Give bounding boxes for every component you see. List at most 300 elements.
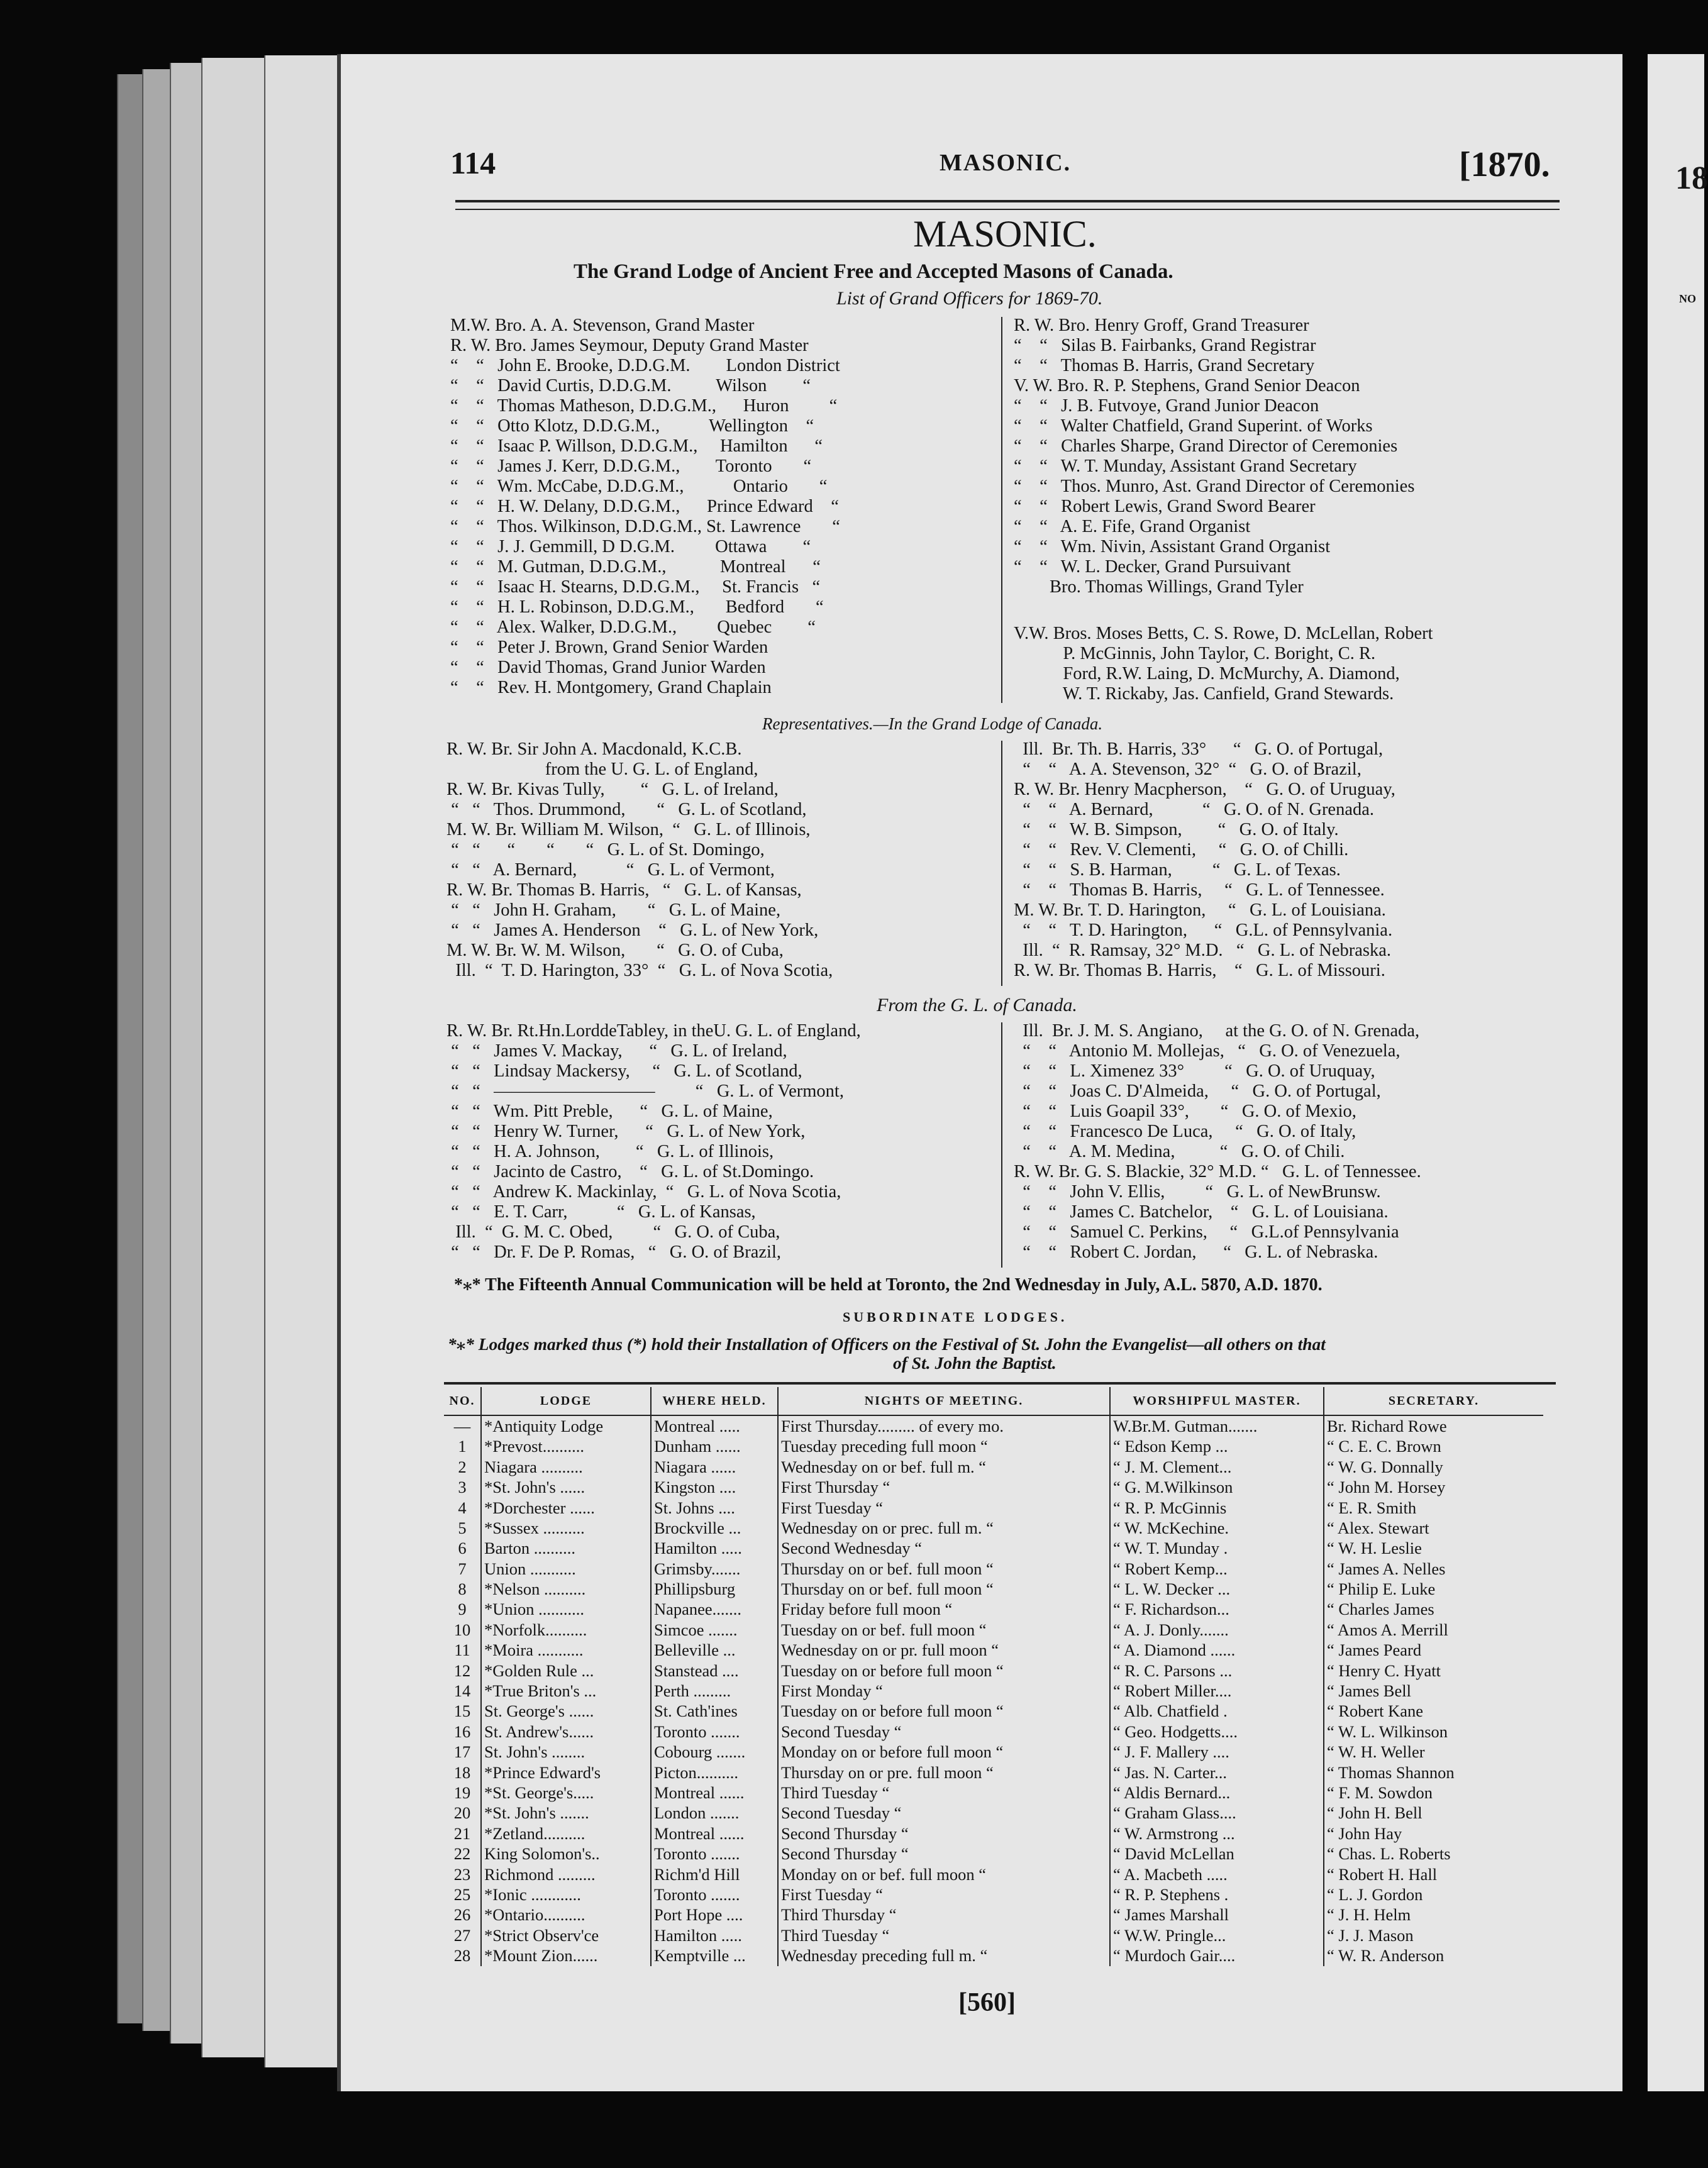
representative-line: Ill. “ G. M. C. Obed, “ G. O. of Cuba, [446,1222,780,1242]
table-row [444,1945,1543,1966]
lodge-meeting-night: Second Wednesday “ [778,1538,1110,1558]
lodge-secretary: “ W. H. Leslie [1324,1538,1543,1558]
grand-lodge-title: The Grand Lodge of Ancient Free and Accepted Masons of Canada. [574,260,1173,283]
table-header-row [444,1387,1543,1415]
lodge-worshipful-master: “ A. Macbeth ..... [1110,1864,1324,1884]
officer-line: “ “ H. L. Robinson, D.D.G.M., Bedford “ [450,597,824,617]
officer-line: “ “ Rev. H. Montgomery, Grand Chaplain [450,678,772,697]
main-title: MASONIC. [913,213,1097,255]
lodge-meeting-night: Wednesday on or prec. full m. “ [778,1518,1110,1538]
officer-line: “ “ M. Gutman, D.D.G.M., Montreal “ [450,557,821,577]
lodge-secretary: “ Henry C. Hyatt [1324,1661,1543,1681]
representative-line: “ “ A. Bernard, “ G. O. of N. Grenada. [1014,800,1375,819]
officer-line: “ “ J. J. Gemmill, D D.G.M. Ottawa “ [450,537,811,556]
lodge-meeting-night: Second Thursday “ [778,1844,1110,1864]
column-header-lodge: LODGE [481,1387,651,1415]
lodge-number: 23 [453,1864,471,1884]
lodge-number: 3 [458,1478,467,1497]
representative-line: “ “ Thomas B. Harris, “ G. L. of Tennessee. [1014,880,1385,900]
lodge-worshipful-master: “ Geo. Hodgetts.... [1110,1722,1324,1742]
lodge-secretary: “ James A. Nelles [1324,1559,1543,1579]
lodge-meeting-night: First Tuesday “ [778,1498,1110,1518]
lodge-name: Niagara .......... [481,1457,651,1477]
lodge-number: 7 [458,1559,467,1578]
representative-line: Ill. Br. Th. B. Harris, 33° “ G. O. of Portugal, [1014,739,1384,759]
officer-line: “ “ W. L. Decker, Grand Pursuivant [1014,557,1291,577]
lodge-meeting-night: Tuesday preceding full moon “ [778,1436,1110,1456]
representative-line: R. W. Br. Henry Macpherson, “ G. O. of Uruguay, [1014,780,1395,799]
table-top-rule [444,1382,1556,1385]
subordinate-lodges-heading: SUBORDINATE LODGES. [843,1309,1068,1325]
lodge-location: Montreal ...... [651,1823,778,1844]
officer-line: “ “ J. B. Futvoye, Grand Junior Deacon [1014,396,1319,416]
representative-line: R. W. Br. Thomas B. Harris, “ G. L. of Kansas, [446,880,802,900]
lodge-worshipful-master: “ R. P. Stephens . [1110,1884,1324,1905]
lodge-meeting-night: Second Tuesday “ [778,1803,1110,1823]
lodge-name: St. George's ...... [481,1701,651,1721]
lodge-number: 16 [453,1722,471,1741]
officer-line: “ “ H. W. Delany, D.D.G.M., Prince Edward “ [450,497,839,516]
subordinate-note-line-1: *⁎* Lodges marked thus (*) hold their Installation of Officers on the Festival of St. John the Evangelist—all others on that [448,1334,1326,1354]
lodge-number: 22 [453,1844,471,1864]
lodge-meeting-night: Monday on or before full moon “ [778,1742,1110,1762]
from-heading: From the G. L. of Canada. [877,995,1077,1015]
officer-line: “ “ Silas B. Fairbanks, Grand Registrar [1014,336,1316,355]
lodge-name: *True Briton's ... [481,1681,651,1701]
lodge-meeting-night: First Thursday......... of every mo. [778,1415,1110,1436]
representative-line: “ “ W. B. Simpson, “ G. O. of Italy. [1014,820,1339,839]
column-header-worshipful-master: WORSHIPFUL MASTER. [1110,1387,1324,1415]
table-row [444,1620,1543,1640]
lodge-number: 21 [453,1823,471,1843]
lodge-worshipful-master: “ L. W. Decker ... [1110,1579,1324,1599]
lodge-name: *Moira ........... [481,1640,651,1660]
lodge-location: Toronto ....... [651,1884,778,1905]
lodge-location: Perth ......... [651,1681,778,1701]
lodge-location: Toronto ....... [651,1844,778,1864]
lodge-number: 20 [453,1803,471,1823]
table-row [444,1498,1543,1518]
representative-line: R. W. Br. Kivas Tully, “ G. L. of Ireland, [446,780,779,799]
lodge-secretary: “ Amos A. Merrill [1324,1620,1543,1640]
lodge-number: 11 [454,1640,470,1660]
reps-from-column-divider [1001,1022,1002,1268]
lodge-worshipful-master: “ R. P. McGinnis [1110,1498,1324,1518]
lodge-number: 28 [453,1946,471,1966]
lodge-name: *Prince Edward's [481,1762,651,1783]
representative-line: “ “ S. B. Harman, “ G. L. of Texas. [1014,860,1341,880]
lodge-worshipful-master: “ W.W. Pringle... [1110,1925,1324,1945]
lodge-location: Napanee....... [651,1600,778,1620]
lodge-name: *Antiquity Lodge [481,1415,651,1436]
lodge-name: *St. John's ...... [481,1477,651,1497]
lodge-meeting-night: First Monday “ [778,1681,1110,1701]
representative-line: “ “ Robert C. Jordan, “ G. L. of Nebraska. [1014,1242,1378,1262]
lodge-worshipful-master: “ J. M. Clement... [1110,1457,1324,1477]
lodge-meeting-night: Monday on or bef. full moon “ [778,1864,1110,1884]
lodge-secretary: “ John Hay [1324,1823,1543,1844]
lodge-meeting-night: Wednesday on or pr. full moon “ [778,1640,1110,1660]
lodge-secretary: “ Chas. L. Roberts [1324,1844,1543,1864]
officer-line: Bro. Thomas Willings, Grand Tyler [1014,577,1304,597]
column-header-no: NO. [444,1387,481,1415]
lodge-number: 17 [453,1742,471,1762]
lodge-name: Richmond ......... [481,1864,651,1884]
table-row [444,1436,1543,1456]
next-page-number: 18 [1675,160,1708,196]
lodge-location: Picton.......... [651,1762,778,1783]
representatives-heading: Representatives.—In the Grand Lodge of Canada. [762,714,1103,733]
table-row [444,1518,1543,1538]
officer-line: “ “ Isaac P. Willson, D.D.G.M., Hamilton “ [450,436,823,456]
lodge-meeting-night: Tuesday on or before full moon “ [778,1701,1110,1721]
lodge-secretary: “ W. G. Donnally [1324,1457,1543,1477]
lodge-name: St. Andrew's...... [481,1722,651,1742]
lodge-secretary: “ James Bell [1324,1681,1543,1701]
lodge-location: Dunham ...... [651,1436,778,1456]
lodge-worshipful-master: “ Graham Glass.... [1110,1803,1324,1823]
representative-line: “ “ Joas C. D'Almeida, “ G. O. of Portugal, [1014,1081,1381,1101]
lodge-number: 5 [458,1518,467,1537]
officer-line: V. W. Bro. R. P. Stephens, Grand Senior Deacon [1014,376,1360,395]
table-row [444,1925,1543,1945]
lodge-secretary: “ Robert Kane [1324,1701,1543,1721]
table-row [444,1457,1543,1477]
representative-line: “ “ Samuel C. Perkins, “ G.L.of Pennsylvania [1014,1222,1399,1242]
lodge-worshipful-master: W.Br.M. Gutman....... [1110,1415,1324,1436]
lodge-location: Hamilton ..... [651,1538,778,1558]
lodge-secretary: “ John H. Bell [1324,1803,1543,1823]
lodge-location: Richm'd Hill [651,1864,778,1884]
officer-line: “ “ Thos. Munro, Ast. Grand Director of Ceremonies [1014,477,1415,496]
officer-line: “ “ Peter J. Brown, Grand Senior Warden [450,638,768,657]
officer-line: “ “ James J. Kerr, D.D.G.M., Toronto “ [450,456,812,476]
table-row [444,1762,1543,1783]
officer-line: “ “ Thos. Wilkinson, D.D.G.M., St. Lawrence “ [450,517,840,536]
officer-line: “ “ A. E. Fife, Grand Organist [1014,517,1251,536]
representative-line: “ “ ————————— “ G. L. of Vermont, [446,1081,844,1101]
officer-line: V.W. Bros. Moses Betts, C. S. Rowe, D. McLellan, Robert [1014,624,1433,643]
lodge-number: 25 [453,1884,471,1904]
lodge-number: 10 [453,1620,471,1639]
table-row [444,1742,1543,1762]
officer-line: R. W. Bro. James Seymour, Deputy Grand Master [450,336,809,355]
representative-line: “ “ Jacinto de Castro, “ G. L. of St.Domingo. [446,1162,814,1181]
representative-line: Ill. Br. J. M. S. Angiano, at the G. O. of N. Grenada, [1014,1021,1420,1041]
lodge-meeting-night: Wednesday preceding full m. “ [778,1945,1110,1966]
lodge-meeting-night: Tuesday on or bef. full moon “ [778,1620,1110,1640]
lodge-secretary: “ L. J. Gordon [1324,1884,1543,1905]
officer-line: “ “ John E. Brooke, D.D.G.M. London District [450,356,840,375]
representative-line: M. W. Br. William M. Wilson, “ G. L. of Illinois, [446,820,811,839]
lodge-location: Phillipsburg [651,1579,778,1599]
lodge-worshipful-master: “ J. F. Mallery .... [1110,1742,1324,1762]
officer-line: “ “ Thomas B. Harris, Grand Secretary [1014,356,1315,375]
table-row [444,1823,1543,1844]
lodge-name: *Ionic ............ [481,1884,651,1905]
lodge-worshipful-master: “ G. M.Wilkinson [1110,1477,1324,1497]
lodge-location: Belleville ... [651,1640,778,1660]
officer-line: “ “ Thomas Matheson, D.D.G.M., Huron “ [450,396,838,416]
lodge-worshipful-master: “ F. Richardson... [1110,1600,1324,1620]
lodge-location: Niagara ...... [651,1457,778,1477]
lodge-secretary: “ John M. Horsey [1324,1477,1543,1497]
lodge-meeting-night: Second Tuesday “ [778,1722,1110,1742]
lodge-worshipful-master: “ Edson Kemp ... [1110,1436,1324,1456]
lodge-worshipful-master: “ Aldis Bernard... [1110,1783,1324,1803]
lodge-location: Grimsby....... [651,1559,778,1579]
representative-line: “ “ “ “ “ G. L. of St. Domingo, [446,840,765,860]
representative-line: M. W. Br. W. M. Wilson, “ G. O. of Cuba, [446,941,784,960]
table-row [444,1640,1543,1660]
page-stack-edge [264,55,347,2067]
representative-line: “ “ Francesco De Luca, “ G. O. of Italy, [1014,1122,1356,1141]
representative-line: “ “ James A. Henderson “ G. L. of New York, [446,921,819,940]
officer-line: “ “ Otto Klotz, D.D.G.M., Wellington “ [450,416,814,436]
officers-caption: List of Grand Officers for 1869-70. [836,288,1103,309]
column-header-nights-of-meeting: NIGHTS OF MEETING. [778,1387,1110,1415]
lodge-secretary: “ Thomas Shannon [1324,1762,1543,1783]
representative-line: “ “ John V. Ellis, “ G. L. of NewBrunsw. [1014,1182,1381,1202]
lodge-worshipful-master: “ R. C. Parsons ... [1110,1661,1324,1681]
lodge-name: *Prevost.......... [481,1436,651,1456]
lodge-worshipful-master: “ Jas. N. Carter... [1110,1762,1324,1783]
officer-line: M.W. Bro. A. A. Stevenson, Grand Master [450,316,755,335]
table-row [444,1559,1543,1579]
officer-line: “ “ David Thomas, Grand Junior Warden [450,658,766,677]
lodge-name: *Union ........... [481,1600,651,1620]
lodge-meeting-night: Thursday on or pre. full moon “ [778,1762,1110,1783]
lodge-meeting-night: Tuesday on or before full moon “ [778,1661,1110,1681]
lodge-location: St. Cath'ines [651,1701,778,1721]
representative-line: Ill. “ R. Ramsay, 32° M.D. “ G. L. of Nebraska. [1014,941,1392,960]
representative-line: “ “ John H. Graham, “ G. L. of Maine, [446,900,781,920]
lodge-secretary: “ James Peard [1324,1640,1543,1660]
column-header-secretary: SECRETARY. [1324,1387,1543,1415]
lodge-number: 4 [458,1498,467,1517]
lodge-location: London ....... [651,1803,778,1823]
representative-line: “ “ Luis Goapil 33°, “ G. O. of Mexio, [1014,1102,1356,1121]
lodge-location: Cobourg ....... [651,1742,778,1762]
lodge-number: — [453,1416,471,1435]
lodge-meeting-night: Third Tuesday “ [778,1783,1110,1803]
lodge-number: 14 [453,1681,471,1701]
lodge-number: 2 [458,1457,467,1476]
next-page-fragment [1648,54,1708,2091]
lodge-name: *Sussex .......... [481,1518,651,1538]
lodge-name: Union ........... [481,1559,651,1579]
lodge-worshipful-master: “ James Marshall [1110,1905,1324,1925]
table-row [444,1600,1543,1620]
officer-line: “ “ W. T. Munday, Assistant Grand Secretary [1014,456,1357,476]
lodge-meeting-night: Third Tuesday “ [778,1925,1110,1945]
officer-line: “ “ Walter Chatfield, Grand Superint. of Works [1014,416,1373,436]
table-row [444,1905,1543,1925]
annual-communication-note: *⁎* The Fifteenth Annual Communication will be held at Toronto, the 2nd Wednesday in July, A.L. 5870, A.D. 1870. [454,1275,1323,1295]
representative-line: “ “ James C. Batchelor, “ G. L. of Louisiana. [1014,1202,1389,1222]
representative-line: “ “ Wm. Pitt Preble, “ G. L. of Maine, [446,1102,773,1121]
lodge-number: 27 [453,1925,471,1945]
lodge-location: Montreal ...... [651,1783,778,1803]
lodge-name: *Nelson .......... [481,1579,651,1599]
footer-page-number: [560] [958,1988,1016,2017]
lodge-name: *Strict Observ'ce [481,1925,651,1945]
officer-line: “ “ Alex. Walker, D.D.G.M., Quebec “ [450,617,816,637]
lodge-location: Port Hope .... [651,1905,778,1925]
lodge-worshipful-master: “ Robert Kemp... [1110,1559,1324,1579]
officer-line: “ “ Charles Sharpe, Grand Director of Ceremonies [1014,436,1398,456]
lodge-location: Toronto ....... [651,1722,778,1742]
lodge-location: Brockville ... [651,1518,778,1538]
lodge-secretary: “ E. R. Smith [1324,1498,1543,1518]
officer-line: P. McGinnis, John Taylor, C. Boright, C. R. [1014,644,1376,663]
lodge-number: 8 [458,1579,467,1599]
representative-line: Ill. “ T. D. Harington, 33° “ G. L. of Nova Scotia, [446,961,833,980]
lodge-worshipful-master: “ David McLellan [1110,1844,1324,1864]
lodge-number: 6 [458,1539,467,1558]
lodge-name: *Dorchester ...... [481,1498,651,1518]
table-row [444,1783,1543,1803]
representative-line: R. W. Br. Thomas B. Harris, “ G. L. of Missouri. [1014,961,1385,980]
lodge-number: 12 [453,1661,471,1680]
officer-line: “ “ Wm. Nivin, Assistant Grand Organist [1014,537,1331,556]
lodge-name: *Norfolk.......... [481,1620,651,1640]
lodge-name: *St. John's ....... [481,1803,651,1823]
lodge-secretary: “ Robert H. Hall [1324,1864,1543,1884]
lodge-location: Hamilton ..... [651,1925,778,1945]
representative-line: “ “ H. A. Johnson, “ G. L. of Illinois, [446,1142,774,1161]
lodge-meeting-night: Thursday on or bef. full moon “ [778,1579,1110,1599]
lodge-location: Montreal ..... [651,1415,778,1436]
lodge-number: 15 [453,1701,471,1721]
table-row [444,1681,1543,1701]
year-label: [1870. [1459,145,1550,184]
lodge-worshipful-master: “ W. T. Munday . [1110,1538,1324,1558]
lodge-worshipful-master: “ Robert Miller.... [1110,1681,1324,1701]
lodge-secretary: “ Charles James [1324,1600,1543,1620]
lodge-worshipful-master: “ W. Armstrong ... [1110,1823,1324,1844]
lodges-table [444,1387,1543,1966]
lodge-secretary: “ W. R. Anderson [1324,1945,1543,1966]
lodge-number: 9 [458,1600,467,1619]
representative-line: “ “ Rev. V. Clementi, “ G. O. of Chilli. [1014,840,1349,860]
lodge-worshipful-master: “ A. J. Donly....... [1110,1620,1324,1640]
lodge-name: Barton .......... [481,1538,651,1558]
representative-line: “ “ A. A. Stevenson, 32° “ G. O. of Brazil, [1014,760,1361,779]
table-row [444,1579,1543,1599]
lodge-name: King Solomon's.. [481,1844,651,1864]
lodge-location: Kemptville ... [651,1945,778,1966]
lodge-name: *Zetland.......... [481,1823,651,1844]
representative-line: “ “ Lindsay Mackersy, “ G. L. of Scotland, [446,1061,802,1081]
lodge-secretary: “ W. H. Weller [1324,1742,1543,1762]
officer-line: “ “ Wm. McCabe, D.D.G.M., Ontario “ [450,477,828,496]
representative-line: “ “ Thos. Drummond, “ G. L. of Scotland, [446,800,807,819]
table-row [444,1844,1543,1864]
lodge-secretary: “ W. L. Wilkinson [1324,1722,1543,1742]
lodge-name: St. John's ........ [481,1742,651,1762]
table-row [444,1722,1543,1742]
lodge-secretary: “ J. J. Mason [1324,1925,1543,1945]
representative-line: from the U. G. L. of England, [446,760,758,779]
representative-line: R. W. Br. Rt.Hn.LorddeTabley, in theU. G. L. of England, [446,1021,861,1041]
lodge-number: 19 [453,1783,471,1802]
lodge-worshipful-master: “ Alb. Chatfield . [1110,1701,1324,1721]
lodge-name: *St. George's..... [481,1783,651,1803]
column-header-where-held: WHERE HELD. [651,1387,778,1415]
lodge-secretary: Br. Richard Rowe [1324,1415,1543,1436]
lodge-meeting-night: Friday before full moon “ [778,1600,1110,1620]
lodge-location: Simcoe ....... [651,1620,778,1640]
reps-in-column-divider [1001,741,1002,986]
table-row [444,1661,1543,1681]
representative-line: R. W. Br. G. S. Blackie, 32° M.D. “ G. L. of Tennessee. [1014,1162,1421,1181]
lodge-number: 18 [453,1762,471,1782]
representative-line: “ “ Antonio M. Mollejas, “ G. O. of Venezuela, [1014,1041,1400,1061]
table-row [444,1803,1543,1823]
officer-line: “ “ Robert Lewis, Grand Sword Bearer [1014,497,1316,516]
lodge-meeting-night: Thursday on or bef. full moon “ [778,1559,1110,1579]
officer-line: “ “ Isaac H. Stearns, D.D.G.M., St. Francis “ [450,577,821,597]
representative-line: “ “ A. Bernard, “ G. L. of Vermont, [446,860,775,880]
lodge-name: *Golden Rule ... [481,1661,651,1681]
lodge-secretary: “ F. M. Sowdon [1324,1783,1543,1803]
representative-line: “ “ T. D. Harington, “ G.L. of Pennsylvania. [1014,921,1393,940]
lodge-location: Stanstead .... [651,1661,778,1681]
lodge-location: St. Johns .... [651,1498,778,1518]
next-page-column-label: NO [1679,292,1696,305]
officer-line: W. T. Rickaby, Jas. Canfield, Grand Stewards. [1014,684,1394,704]
header-rule-top [455,200,1560,202]
lodge-name: *Mount Zion...... [481,1945,651,1966]
lodge-number: 26 [453,1905,471,1925]
table-row [444,1884,1543,1905]
lodge-worshipful-master: “ A. Diamond ...... [1110,1640,1324,1660]
representative-line: “ “ Henry W. Turner, “ G. L. of New York, [446,1122,806,1141]
lodge-secretary: “ C. E. C. Brown [1324,1436,1543,1456]
lodge-secretary: “ Alex. Stewart [1324,1518,1543,1538]
lodge-number: 1 [458,1437,467,1456]
representative-line: “ “ A. M. Medina, “ G. O. of Chili. [1014,1142,1345,1161]
lodge-meeting-night: Wednesday on or bef. full m. “ [778,1457,1110,1477]
lodge-meeting-night: First Tuesday “ [778,1884,1110,1905]
lodge-meeting-night: Second Thursday “ [778,1823,1110,1844]
lodge-name: *Ontario.......... [481,1905,651,1925]
lodge-location: Kingston .... [651,1477,778,1497]
lodge-meeting-night: First Thursday “ [778,1477,1110,1497]
lodge-worshipful-master: “ Murdoch Gair.... [1110,1945,1324,1966]
table-row [444,1477,1543,1497]
representative-line: “ “ Dr. F. De P. Romas, “ G. O. of Brazil, [446,1242,782,1262]
representative-line: R. W. Br. Sir John A. Macdonald, K.C.B. [446,739,742,759]
page-number: 114 [450,145,496,180]
running-title: MASONIC. [940,150,1072,176]
lodge-secretary: “ J. H. Helm [1324,1905,1543,1925]
subordinate-note-line-2: of St. John the Baptist. [893,1353,1056,1373]
representative-line: “ “ L. Ximenez 33° “ G. O. of Uruquay, [1014,1061,1375,1081]
representative-line: “ “ Andrew K. Mackinlay, “ G. L. of Nova Scotia, [446,1182,841,1202]
table-row [444,1415,1543,1436]
representative-line: M. W. Br. T. D. Harington, “ G. L. of Louisiana. [1014,900,1386,920]
representative-line: “ “ James V. Mackay, “ G. L. of Ireland, [446,1041,787,1061]
officer-line: Ford, R.W. Laing, D. McMurchy, A. Diamond, [1014,664,1400,683]
officer-line: “ “ David Curtis, D.D.G.M. Wilson “ [450,376,811,395]
officers-column-divider [1001,317,1002,703]
lodge-meeting-night: Third Thursday “ [778,1905,1110,1925]
officer-line: R. W. Bro. Henry Groff, Grand Treasurer [1014,316,1309,335]
table-row [444,1701,1543,1721]
lodge-secretary: “ Philip E. Luke [1324,1579,1543,1599]
